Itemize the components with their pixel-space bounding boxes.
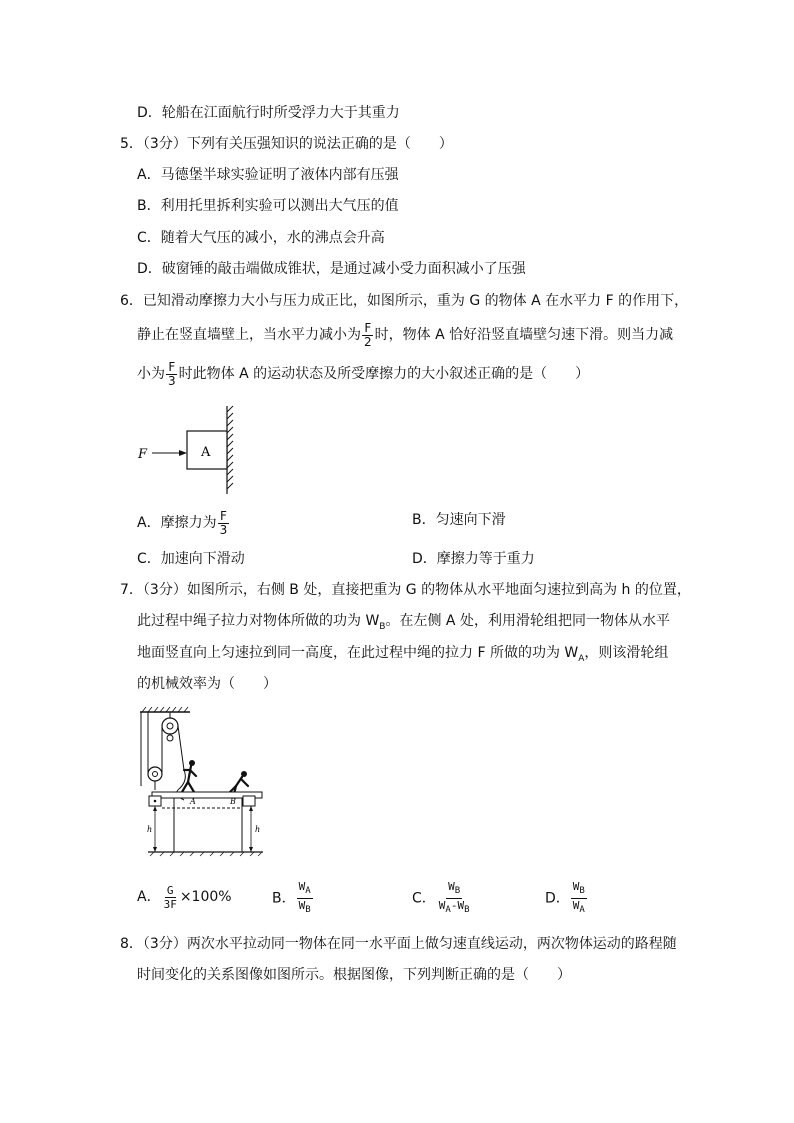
box-right	[243, 796, 255, 806]
q5-stem: 5．（3分）下列有关压强知识的说法正确的是（ ）	[120, 136, 453, 152]
q6-line2-text-b: 时，物体 A 恰好沿竖直墙壁匀速下滑。则当力减	[374, 327, 674, 343]
q7-stem-line4: 的机械效率为（ ）	[137, 676, 277, 692]
q6-wall-diagram	[130, 400, 250, 500]
q7-option-a	[137, 880, 232, 914]
q7-optb-fraction	[297, 880, 313, 917]
q6-line3-text-b: 时此物体 A 的运动状态及所受摩擦力的大小叙述正确的是（ ）	[178, 366, 590, 382]
q6-opta-den: 3	[219, 522, 228, 537]
q7-stem-line2	[137, 611, 670, 637]
q7-line2-sub: B	[379, 621, 386, 632]
q7-option-c	[412, 880, 473, 917]
q7-optb-label: B．	[272, 890, 296, 907]
q6-option-a	[137, 508, 230, 538]
q7-stem-line1: 7．（3分）如图所示，右侧 B 处，直接把重为 G 的物体从水平地面匀速拉到高为 h 的位置，	[120, 582, 691, 598]
q7-opta-fraction	[162, 884, 179, 911]
q7-pulley-diagram	[138, 706, 268, 858]
q6-fraction-third	[166, 361, 178, 388]
q4-option-d: D．轮船在江面航行时所受浮力大于其重力	[137, 105, 400, 121]
q6-stem-line3	[137, 359, 589, 389]
q7-optc-num: W	[448, 880, 455, 893]
q6-third-den: 3	[168, 373, 176, 388]
q6-fraction-half	[362, 322, 374, 349]
height-label-left: h	[147, 825, 153, 834]
q7-option-d	[545, 880, 588, 917]
box-left-dot	[154, 800, 157, 803]
q7-optc-den2-sub: B	[464, 905, 470, 916]
q7-optb-num: W	[298, 880, 306, 893]
q6-stem-line1: 6．已知滑动摩擦力大小与压力成正比，如图所示，重为 G 的物体 A 在水平力 F 的作用下，	[120, 293, 689, 309]
q6-option-a-text: A．摩擦力为	[137, 515, 217, 531]
q6-opta-num: F	[219, 508, 227, 523]
fig-label-b: B	[230, 797, 236, 806]
q7-line2-text-b: 。在左侧 A 处，利用滑轮组把同一物体从水平	[385, 613, 670, 629]
q7-opta-label: A．	[137, 889, 161, 905]
q7-optc-num-sub: B	[454, 886, 461, 897]
q7-stem-line3	[137, 643, 668, 669]
block-a-label: A	[201, 445, 211, 460]
supports	[174, 798, 242, 852]
q6-option-d: D．摩擦力等于重力	[412, 551, 535, 567]
fig-label-a: A	[190, 797, 196, 806]
q5-option-b: B．利用托里拆利实验可以测出大气压的值	[137, 198, 399, 214]
q7-optd-den: W	[572, 899, 580, 913]
q7-optd-num-sub: B	[579, 886, 585, 897]
q7-optc-label: C．	[412, 890, 436, 907]
height-arrows	[155, 806, 251, 852]
q7-line2-text-a: 此过程中绳子拉力对物体所做的功为 W	[137, 613, 380, 629]
q7-optb-num-sub: A	[305, 886, 311, 897]
person-a	[182, 760, 196, 792]
q5-option-d: D．破窗锤的敲击端做成锥状，是通过减小受力面积减小了压强	[137, 261, 526, 277]
q6-half-num: F	[364, 320, 372, 335]
q7-opta-num: G	[166, 883, 174, 897]
force-arrow-head	[179, 450, 187, 456]
q7-line3-sub: A	[578, 653, 585, 664]
fixed-pulley	[162, 718, 178, 734]
q6-option-a-fraction	[218, 510, 230, 537]
q7-optc-den-op: -W	[450, 899, 465, 913]
q7-optb-den-sub: B	[305, 905, 311, 916]
q7-optd-label: D．	[545, 890, 570, 907]
q7-line3-text-a: 地面竖直向上匀速拉到同一高度，在此过程中绳的拉力 F 所做的功为 W	[137, 645, 579, 661]
q5-option-a: A．马德堡半球实验证明了液体内部有压强	[137, 167, 399, 183]
q7-opta-tail: ×100%	[179, 889, 232, 905]
q6-line3-text-a: 小为	[137, 366, 165, 382]
q7-optd-num: W	[572, 880, 580, 893]
q7-optc-fraction	[437, 880, 472, 917]
person-b	[230, 771, 248, 794]
q7-optd-den-sub: A	[579, 905, 585, 916]
q7-opta-den: 3F	[163, 897, 177, 911]
q5-option-c: C．随着大气压的减小，水的沸点会升高	[137, 230, 385, 246]
wall-hatching	[227, 406, 233, 489]
q8-stem-line1: 8．（3分）两次水平拉动同一物体在同一水平面上做匀速直线运动，两次物体运动的路程随	[120, 936, 677, 952]
q6-option-c: C．加速向下滑动	[137, 551, 245, 567]
q6-stem-line2	[137, 320, 673, 350]
q7-option-b	[272, 880, 314, 917]
q6-half-den: 2	[364, 334, 372, 349]
q6-option-b: B．匀速向下滑	[412, 512, 506, 528]
height-label-right: h	[255, 825, 261, 834]
q6-line2-text-a: 静止在竖直墙壁上，当水平力减小为	[137, 327, 361, 343]
force-label: F	[138, 447, 148, 462]
q7-optc-den1-sub: A	[445, 905, 451, 916]
fixed-pulley-lower-hook	[167, 735, 173, 741]
q7-line3-text-b: ，则该滑轮组	[584, 645, 669, 661]
q7-optc-den1: W	[438, 899, 446, 913]
q8-stem-line2: 时间变化的关系图像如图所示。根据图像，下列判断正确的是（ ）	[137, 967, 571, 983]
q7-optb-den: W	[298, 899, 306, 913]
movable-pulley	[148, 767, 162, 781]
q7-optd-fraction	[571, 880, 587, 917]
q6-third-num: F	[168, 359, 176, 374]
